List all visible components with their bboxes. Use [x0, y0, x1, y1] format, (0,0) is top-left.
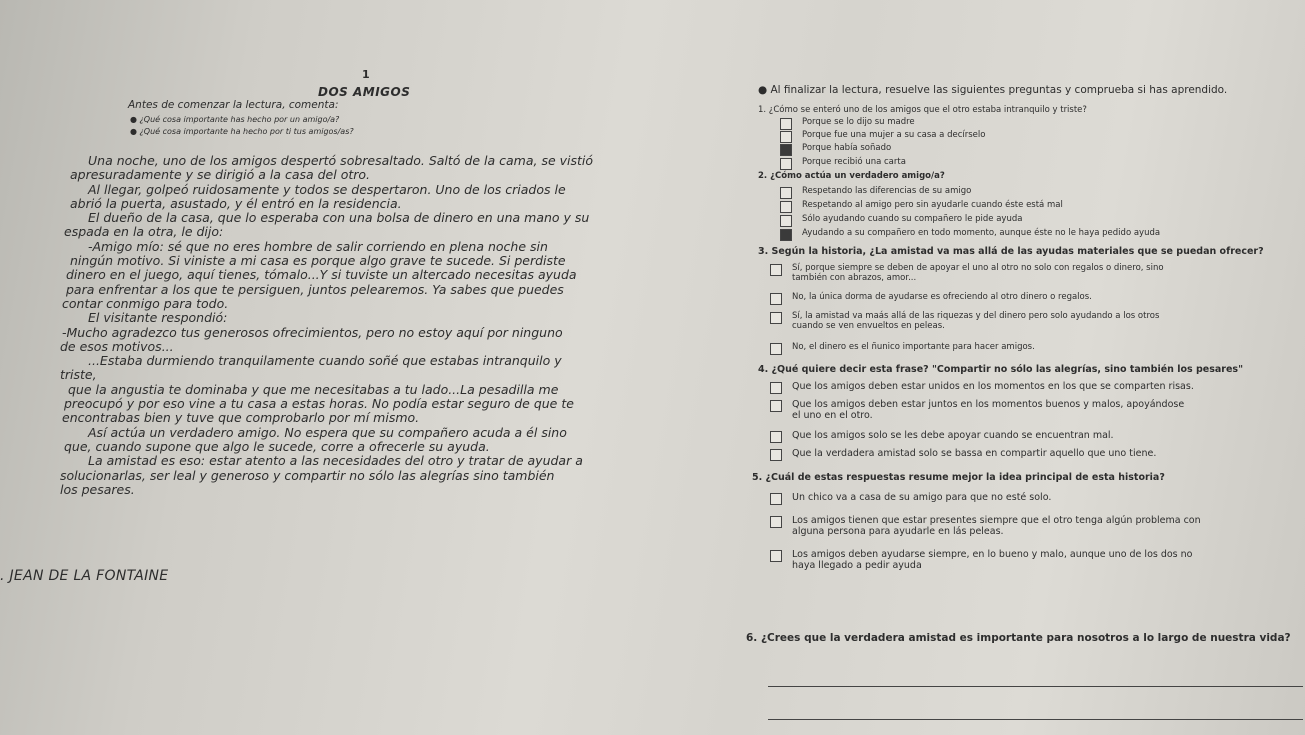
option-label: Porque había soñado: [802, 143, 892, 153]
answer-line[interactable]: [768, 686, 1303, 687]
option-line: Sí, porque siempre se deben de apoyar el uno al otro no solo con regalos o dinero, sino: [792, 263, 1164, 273]
question-5: 5. ¿Cuál de estas respuestas resume mejor la idea principal de esta historia?: [752, 472, 1165, 483]
option-label: Porque recibió una carta: [802, 157, 906, 167]
story-line: La amistad es eso: estar atento a las necesidades del otro y tratar de ayudar a: [88, 453, 583, 469]
option-line: también con abrazos, amor...: [792, 273, 917, 283]
checkbox[interactable]: [770, 400, 782, 412]
option-label: [792, 549, 1193, 571]
intro-text: Antes de comenzar la lectura, comenta:: [128, 99, 339, 111]
checkbox[interactable]: [770, 343, 782, 355]
option-label: Respetando al amigo pero sin ayudarle cuando éste está mal: [802, 200, 1063, 210]
option-label: [792, 399, 1184, 421]
option-line: Los amigos deben ayudarse siempre, en lo bueno y malo, aunque uno de los dos no: [792, 549, 1193, 560]
checkbox[interactable]: [770, 382, 782, 394]
story-line: de esos motivos...: [60, 338, 174, 354]
q3-option[interactable]: [770, 342, 1035, 355]
q3-option[interactable]: [770, 311, 1159, 331]
q1-option[interactable]: [780, 117, 915, 130]
option-line: Sí, la amistad va maás allá de las riquezas y del dinero pero solo ayudando a los otros: [792, 311, 1160, 321]
story-line: El visitante respondió:: [88, 310, 228, 326]
checkbox[interactable]: [770, 431, 782, 443]
q5-option[interactable]: [770, 515, 1201, 537]
option-label: No, la única dorma de ayudarse es ofreciendo al otro dinero o regalos.: [792, 292, 1092, 302]
checkbox[interactable]: [770, 449, 782, 461]
story-line: solucionarlas, ser leal y generoso y compartir no sólo las alegrías sino también: [60, 467, 555, 483]
option-label: Respetando las diferencias de su amigo: [802, 186, 972, 196]
story-line: ningún motivo. Si viniste a mi casa es porque algo grave te sucede. Si perdiste: [70, 253, 566, 269]
question-2: 2. ¿Cómo actúa un verdadero amigo/a?: [758, 171, 945, 181]
story-line: que, cuando supone que algo le sucede, corre a ofrecerle su ayuda.: [64, 438, 490, 454]
q2-option[interactable]: [780, 200, 1063, 213]
question-1: 1. ¿Cómo se enteró uno de los amigos que el otro estaba intranquilo y triste?: [758, 105, 1087, 115]
option-line: alguna persona para ayudarle en lás peleas.: [792, 526, 1004, 537]
checkbox[interactable]: [770, 312, 782, 324]
option-label: Porque se lo dijo su madre: [802, 117, 915, 127]
checkbox[interactable]: [770, 516, 782, 528]
q1-option[interactable]: [780, 130, 985, 143]
question-3: 3. Según la historia, ¿La amistad va mas allá de las ayudas materiales que se puedan ofrecer?: [758, 246, 1264, 257]
answer-line[interactable]: [768, 719, 1303, 720]
option-label: [792, 263, 1164, 283]
option-line: el uno en el otro.: [792, 410, 873, 421]
q2-option[interactable]: [780, 228, 1160, 241]
story-line: Al llegar, golpeó ruidosamente y todos se despertaron. Uno de los criados le: [88, 181, 566, 197]
checkbox[interactable]: [780, 201, 792, 213]
story-line: para enfrentar a los que te persiguen, juntos pelearemos. Ya sabes que puedes: [66, 281, 564, 297]
option-label: Porque fue una mujer a su casa a decírselo: [802, 130, 986, 140]
story-line: los pesares.: [60, 481, 135, 497]
option-label: [792, 515, 1201, 537]
page-number: 1: [362, 68, 370, 81]
q1-option[interactable]: [780, 157, 906, 170]
q1-option[interactable]: [780, 143, 891, 156]
q4-option[interactable]: [770, 381, 1194, 394]
intro-bullet: ● ¿Qué cosa importante has hecho por un amigo/a?: [130, 115, 340, 124]
q5-option[interactable]: [770, 492, 1051, 505]
q5-option[interactable]: [770, 549, 1193, 571]
story-line: espada en la otra, le dijo:: [64, 224, 224, 240]
story-line: contar conmigo para todo.: [62, 295, 229, 311]
option-line: Que los amigos deben estar juntos en los momentos buenos y malos, apoyándose: [792, 399, 1185, 410]
option-label: Sólo ayudando cuando su compañero le pide ayuda: [802, 214, 1023, 224]
option-label: Que la verdadera amistad solo se bassa en compartir aquello que uno tiene.: [792, 448, 1157, 459]
checkbox[interactable]: [780, 158, 792, 170]
option-line: Los amigos tienen que estar presentes siempre que el otro tenga algún problema con: [792, 515, 1201, 526]
intro-bullet: ● ¿Qué cosa importante ha hecho por ti tus amigos/as?: [130, 127, 354, 136]
story-title: DOS AMIGOS: [318, 85, 411, 99]
checkbox[interactable]: [770, 550, 782, 562]
story-text: [60, 154, 600, 497]
q3-option[interactable]: [770, 263, 1164, 283]
question-6: 6. ¿Crees que la verdadera amistad es importante para nosotros a lo largo de nuestra vida?: [746, 632, 1291, 644]
checkbox[interactable]: [770, 293, 782, 305]
question-4: 4. ¿Qué quiere decir esta frase? "Compartir no sólo las alegrías, sino también los pesares": [758, 364, 1244, 375]
story-line: Así actúa un verdadero amigo. No espera que su compañero acuda a él sino: [88, 424, 567, 440]
story-line: El dueño de la casa, que lo esperaba con una bolsa de dinero en una mano y su: [88, 210, 590, 226]
option-label: Ayudando a su compañero en todo momento, aunque éste no le haya pedido ayuda: [802, 228, 1161, 238]
author-name: . JEAN DE LA FONTAINE: [0, 568, 169, 584]
option-line: cuando se ven envueltos en peleas.: [792, 321, 945, 331]
checkbox[interactable]: [780, 187, 792, 199]
option-label: Que los amigos deben estar unidos en los momentos en los que se comparten risas.: [792, 381, 1194, 392]
story-line: abrió la puerta, asustado, y él entró en la residencia.: [70, 195, 402, 211]
q4-option[interactable]: [770, 430, 1114, 443]
option-line: haya llegado a pedir ayuda: [792, 560, 922, 571]
story-line: dinero en el juego, aquí tienes, tómalo...Y si tuviste un altercado necesitas ayuda: [66, 267, 577, 283]
checkbox[interactable]: [770, 264, 782, 276]
story-line: preocupó y por eso vine a tu casa a estas horas. No podía estar seguro de que te: [64, 396, 574, 412]
q3-option[interactable]: [770, 292, 1092, 305]
story-line: -Mucho agradezco tus generosos ofrecimientos, pero no estoy aquí por ninguno: [62, 324, 563, 340]
q2-option[interactable]: [780, 186, 971, 199]
option-label: [792, 311, 1159, 331]
option-label: No, el dinero es el ñunico importante para hacer amigos.: [792, 342, 1035, 352]
story-line: -Amigo mío: sé que no eres hombre de salir corriendo en plena noche sin: [88, 238, 548, 254]
option-label: Que los amigos solo se les debe apoyar cuando se encuentran mal.: [792, 430, 1114, 441]
story-line: encontrabas bien y tuve que comprobarlo por mí mismo.: [62, 410, 420, 426]
story-line: Una noche, uno de los amigos despertó sobresaltado. Saltó de la cama, se vistió: [88, 153, 594, 168]
story-line: ...Estaba durmiendo tranquilamente cuando soñé que estabas intranquilo y triste,: [60, 353, 562, 383]
story-line: que la angustia te dominaba y que me necesitabas a tu lado...La pesadilla me: [68, 381, 559, 397]
checkbox[interactable]: [780, 118, 792, 130]
checkbox[interactable]: [780, 131, 792, 143]
q4-option[interactable]: [770, 448, 1156, 461]
q2-option[interactable]: [780, 214, 1022, 227]
right-page: [640, 0, 1305, 735]
q4-option[interactable]: [770, 399, 1184, 421]
checkbox-checked[interactable]: [780, 144, 792, 156]
instructions: ● Al finalizar la lectura, resuelve las siguientes preguntas y comprueba si has aprendido.: [758, 84, 1228, 96]
option-label: Un chico va a casa de su amigo para que no esté solo.: [792, 492, 1052, 503]
checkbox[interactable]: [770, 493, 782, 505]
left-page: [0, 0, 640, 735]
story-line: apresuradamente y se dirigió a la casa del otro.: [70, 167, 370, 183]
checkbox[interactable]: [780, 215, 792, 227]
checkbox-checked[interactable]: [780, 229, 792, 241]
